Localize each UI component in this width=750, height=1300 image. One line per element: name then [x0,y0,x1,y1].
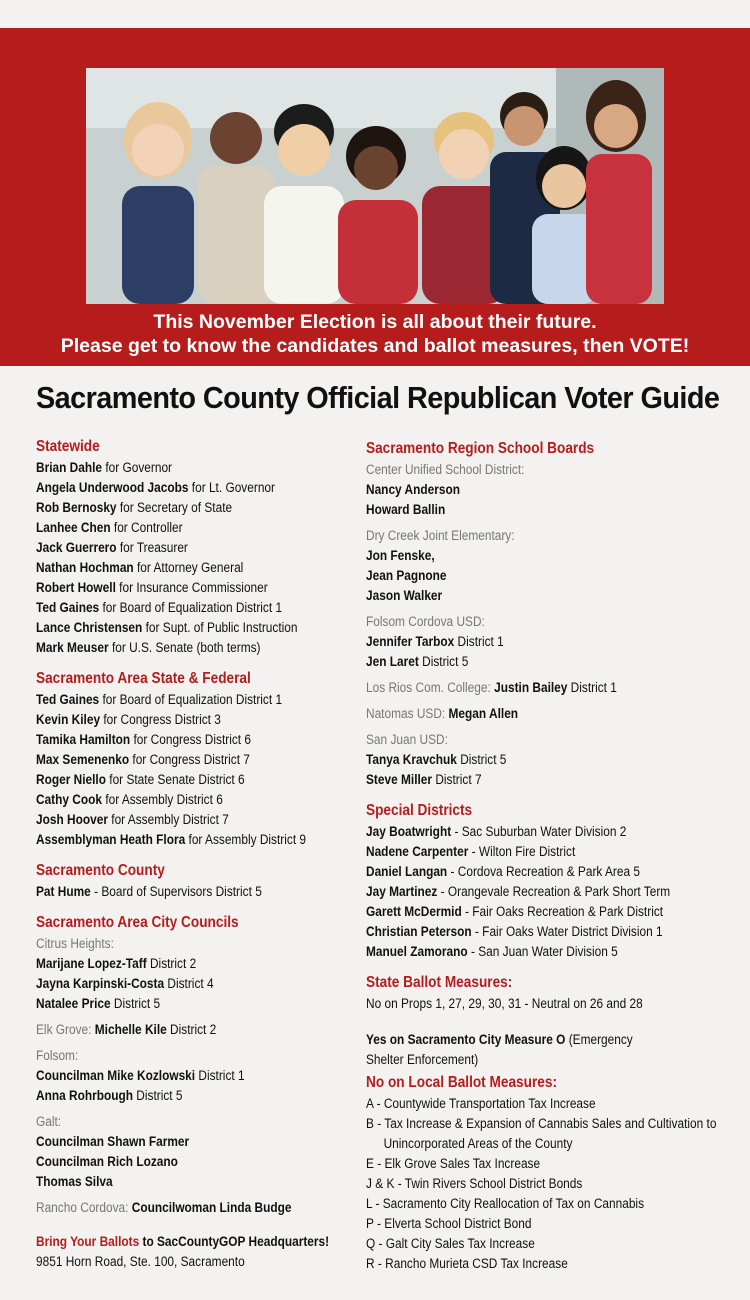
list-item: B - Tax Increase & Expansion of Cannabis Sales and Cultivation to [366,1116,717,1131]
list-item: Thomas Silva [36,1174,113,1189]
list-item: Cathy Cook for Assembly District 6 [36,792,223,807]
list-item: Tamika Hamilton for Congress District 6 [36,732,252,747]
list-item: Councilman Rich Lozano [36,1154,178,1169]
list-item: Manuel Zamorano - San Juan Water Division 5 [366,944,618,959]
list-item: Jason Walker [366,588,443,603]
section-heading-area-state-federal: Sacramento Area State & Federal [36,670,251,687]
list-item: Kevin Kiley for Congress District 3 [36,712,221,727]
top-strip [0,0,750,28]
section-heading-statewide: Statewide [36,438,100,455]
list-item: Lance Christensen for Supt. of Public Instruction [36,620,298,635]
list-item: J & K - Twin Rivers School District Bonds [366,1176,583,1191]
list-item: Nadene Carpenter - Wilton Fire District [366,844,576,859]
district-label-center-unified: Center Unified School District: [366,462,525,477]
list-item: Daniel Langan - Cordova Recreation & Park Area 5 [366,864,641,879]
list-item: Jen Laret District 5 [366,654,469,669]
list-item-rancho-cordova: Rancho Cordova: Councilwoman Linda Budge [36,1200,292,1215]
section-heading-special-districts: Special Districts [366,802,473,819]
list-item: Lanhee Chen for Controller [36,520,183,535]
list-item: Garett McDermid - Fair Oaks Recreation & Park District [366,904,664,919]
list-item: Q - Galt City Sales Tax Increase [366,1236,535,1251]
list-item: Max Semenenko for Congress District 7 [36,752,250,767]
list-item: Brian Dahle for Governor [36,460,173,475]
list-item: Mark Meuser for U.S. Senate (both terms) [36,640,261,655]
district-label-folsom-cordova: Folsom Cordova USD: [366,614,485,629]
district-label-dry-creek: Dry Creek Joint Elementary: [366,528,515,543]
list-item: Josh Hoover for Assembly District 7 [36,812,229,827]
list-item: Pat Hume - Board of Supervisors District 5 [36,884,262,899]
list-item: Nathan Hochman for Attorney General [36,560,244,575]
list-item: Jayna Karpinski-Costa District 4 [36,976,214,991]
list-item: Anna Rohrbough District 5 [36,1088,183,1103]
list-item: Rob Bernosky for Secretary of State [36,500,233,515]
children-illustration [86,68,664,304]
headquarters-address: 9851 Horn Road, Ste. 100, Sacramento [36,1254,245,1269]
section-heading-city-councils: Sacramento Area City Councils [36,914,239,931]
list-item: Ted Gaines for Board of Equalization District 1 [36,692,283,707]
district-label-san-juan: San Juan USD: [366,732,448,747]
list-item-los-rios: Los Rios Com. College: Justin Bailey District 1 [366,680,617,695]
children-photo [86,68,664,304]
list-item: Nancy Anderson [366,482,460,497]
list-item: Assemblyman Heath Flora for Assembly District 9 [36,832,307,847]
list-item: R - Rancho Murieta CSD Tax Increase [366,1256,568,1271]
list-item: Jay Martinez - Orangevale Recreation & Park Short Term [366,884,671,899]
list-item: Roger Niello for State Senate District 6 [36,772,245,787]
page-title: Sacramento County Official Republican Voter Guide [36,380,720,415]
section-heading-state-ballot-measures: State Ballot Measures: [366,974,513,991]
list-item: Christian Peterson - Fair Oaks Water District Division 1 [366,924,663,939]
banner-line-2: Please get to know the candidates and ballot measures, then VOTE! [60,335,690,357]
list-item: L - Sacramento City Reallocation of Tax on Cannabis [366,1196,645,1211]
list-item: Councilman Mike Kozlowski District 1 [36,1068,245,1083]
right-column [366,436,717,1274]
list-item: Councilman Shawn Farmer [36,1134,190,1149]
list-item: Jean Pagnone [366,568,447,583]
list-item: Robert Howell for Insurance Commissioner [36,580,268,595]
list-item: P - Elverta School District Bond [366,1216,532,1231]
list-item: Angela Underwood Jacobs for Lt. Governor [36,480,275,495]
list-item: Jay Boatwright - Sac Suburban Water Division 2 [366,824,627,839]
section-heading-school-boards: Sacramento Region School Boards [366,440,595,457]
list-item: Jack Guerrero for Treasurer [36,540,188,555]
section-heading-county: Sacramento County [36,862,165,879]
list-item-natomas: Natomas USD: Megan Allen [366,706,519,721]
list-item: Ted Gaines for Board of Equalization District 1 [36,600,283,615]
list-item: A - Countywide Transportation Tax Increase [366,1096,596,1111]
list-item: Marijane Lopez-Taff District 2 [36,956,197,971]
banner-line-1: This November Election is all about their future. [153,311,597,333]
list-item: Jon Fenske, [366,548,435,563]
left-column [36,436,344,1272]
statewide-list [36,458,344,658]
city-label-citrus-heights: Citrus Heights: [36,936,114,951]
list-item: Jennifer Tarbox District 1 [366,634,504,649]
area-state-list [36,690,344,850]
city-measure-o: Yes on Sacramento City Measure O (Emergency Shelter Enforcement) [366,1032,633,1067]
banner-message [0,310,750,358]
state-measures-text: No on Props 1, 27, 29, 30, 31 - Neutral on 26 and 28 [366,996,643,1011]
bring-ballots-note: Bring Your Ballots to SacCountyGOP Headquarters! [36,1234,330,1249]
list-item: Tanya Kravchuk District 5 [366,752,507,767]
list-item: Natalee Price District 5 [36,996,161,1011]
list-item: Howard Ballin [366,502,446,517]
city-label-folsom: Folsom: [36,1048,79,1063]
list-item-elk-grove: Elk Grove: Michelle Kile District 2 [36,1022,217,1037]
section-heading-local-measures: No on Local Ballot Measures: [366,1074,558,1091]
list-item: E - Elk Grove Sales Tax Increase [366,1156,541,1171]
list-item: Unincorporated Areas of the County [383,1136,573,1151]
city-label-galt: Galt: [36,1114,62,1129]
list-item: Steve Miller District 7 [366,772,482,787]
